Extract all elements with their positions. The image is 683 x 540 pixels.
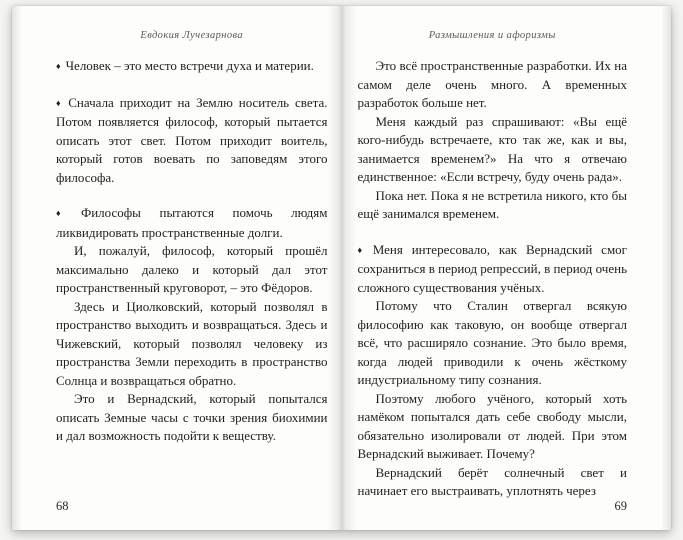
- paragraph: Вернадский берёт солнечный свет и начинает его выстраивать, уплотнять через: [357, 464, 627, 498]
- paragraph: Потому что Сталин отвергал всякую философию как таковую, он вообще отвергал всё, что расширяло сознание. Это было время, когда людей приводили к очень жёсткому индустриальному типу сознания.: [357, 298, 627, 387]
- left-running-head: Евдокия Лучезарнова: [140, 30, 244, 41]
- paragraph: Пока нет. Пока я не встретила никого, кто бы ещё занимался временем.: [357, 187, 627, 221]
- right-page-number: 69: [614, 499, 627, 513]
- paragraph: ♦ Философы пытаются помочь людям ликвидировать пространственные долги.: [56, 205, 328, 240]
- diamond-bullet-icon: ♦: [56, 61, 61, 71]
- diamond-bullet-icon: ♦: [357, 244, 368, 255]
- diamond-bullet-icon: ♦: [56, 97, 64, 108]
- paragraph: ♦ Меня интересовало, как Вернадский смог сохраниться в период репрессий, в период очень сложного существования учёных.: [357, 241, 627, 295]
- paragraph: Здесь и Циолковский, который позволял в пространство выходить и возвращаться. Здесь и Чижевский, который позволял человеку из пространства Земли переходить в пространство Солнца и возвращаться обратно.: [56, 298, 328, 388]
- paragraph: И, пожалуй, философ, который прошёл максимально далеко и который дал этот пространственный круговорот, – это Фёдоров.: [56, 243, 328, 295]
- right-page-edge-shadow: [661, 6, 671, 530]
- right-page: [342, 6, 672, 530]
- diamond-bullet-icon: ♦: [56, 208, 76, 218]
- paragraph: ♦ Сначала приходит на Землю носитель света. Потом появляется философ, который пытается описать этот свет. Потом приходит воитель, который готов воевать по заповедям этого философа.: [56, 94, 328, 185]
- left-page: [12, 6, 342, 530]
- paragraph: Это и Вернадский, который попытался описать Земные часы с точки зрения биохимии и дал возможность подойти к веществу.: [56, 391, 328, 443]
- right-running-head: Размышления и афоризмы: [428, 30, 556, 41]
- paragraph: Меня каждый раз спрашивают: «Вы ещё кого-нибудь встречаете, кто так же, как и вы, занимается временем?» На что я отвечаю единственное: «Если встречу, буду очень рада».: [357, 113, 627, 184]
- left-page-edge-shadow: [12, 6, 22, 530]
- paragraph: ♦ Человек – это место встречи духа и материи.: [56, 58, 314, 73]
- right-page-text: [358, 57, 628, 501]
- paragraph: Это всё пространственные разработки. Их на самом деле очень много. А временных разработок больше нет.: [357, 58, 627, 110]
- left-page-number: 68: [56, 499, 69, 513]
- left-page-text: [56, 57, 328, 446]
- book-spread: [12, 6, 671, 530]
- paragraph: Поэтому любого учёного, который хоть намёком попытался дать себе свободу мысли, обязательно изолировали от людей. При этом Вернадский выживает. Почему?: [357, 390, 627, 461]
